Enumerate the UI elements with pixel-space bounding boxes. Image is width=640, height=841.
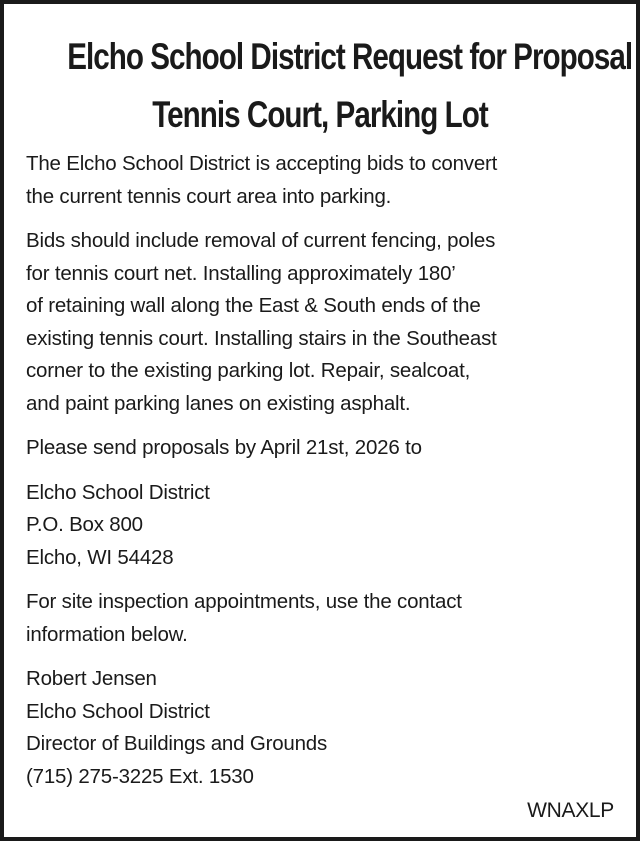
- scope-line: for tennis court net. Installing approximately 180’: [26, 261, 456, 285]
- contact-phone: (715) 275-3225 Ext. 1530: [26, 764, 254, 788]
- contact-title: Director of Buildings and Grounds: [26, 732, 328, 755]
- address-city-state-zip: Elcho, WI 54428: [26, 545, 174, 569]
- scope-line: corner to the existing parking lot. Repair, sealcoat,: [26, 359, 471, 382]
- notice-title: [4, 28, 636, 144]
- notice-body: [26, 148, 620, 805]
- inspection-paragraph: [26, 586, 620, 651]
- address-name: Elcho School District: [26, 480, 210, 504]
- scope-line: existing tennis court. Installing stairs in the Southeast: [26, 326, 497, 350]
- deadline-paragraph: [26, 432, 620, 465]
- contact-name: Robert Jensen: [26, 667, 157, 690]
- scope-paragraph: [26, 225, 620, 420]
- inspection-line: information below.: [26, 622, 188, 646]
- publication-code: WNAXLP: [527, 799, 614, 822]
- scope-line: and paint parking lanes on existing asphalt.: [26, 391, 411, 415]
- intro-paragraph: [26, 148, 620, 213]
- deadline-text: Please send proposals by April 21st, 2026 to: [26, 436, 422, 459]
- inspection-line: For site inspection appointments, use the contact: [26, 590, 462, 613]
- scope-line: Bids should include removal of current fencing, poles: [26, 229, 496, 252]
- contact-organization: Elcho School District: [26, 699, 210, 723]
- intro-line: The Elcho School District is accepting bids to convert: [26, 152, 498, 175]
- mailing-address: [26, 477, 620, 575]
- intro-line: the current tennis court area into parking.: [26, 184, 392, 208]
- title-line-2: Tennis Court, Parking Lot: [152, 94, 488, 135]
- address-po-box: P.O. Box 800: [26, 513, 143, 536]
- contact-block: [26, 663, 620, 793]
- scope-line: of retaining wall along the East & South ends of the: [26, 294, 481, 317]
- title-line-1: Elcho School District Request for Proposal: [67, 36, 633, 77]
